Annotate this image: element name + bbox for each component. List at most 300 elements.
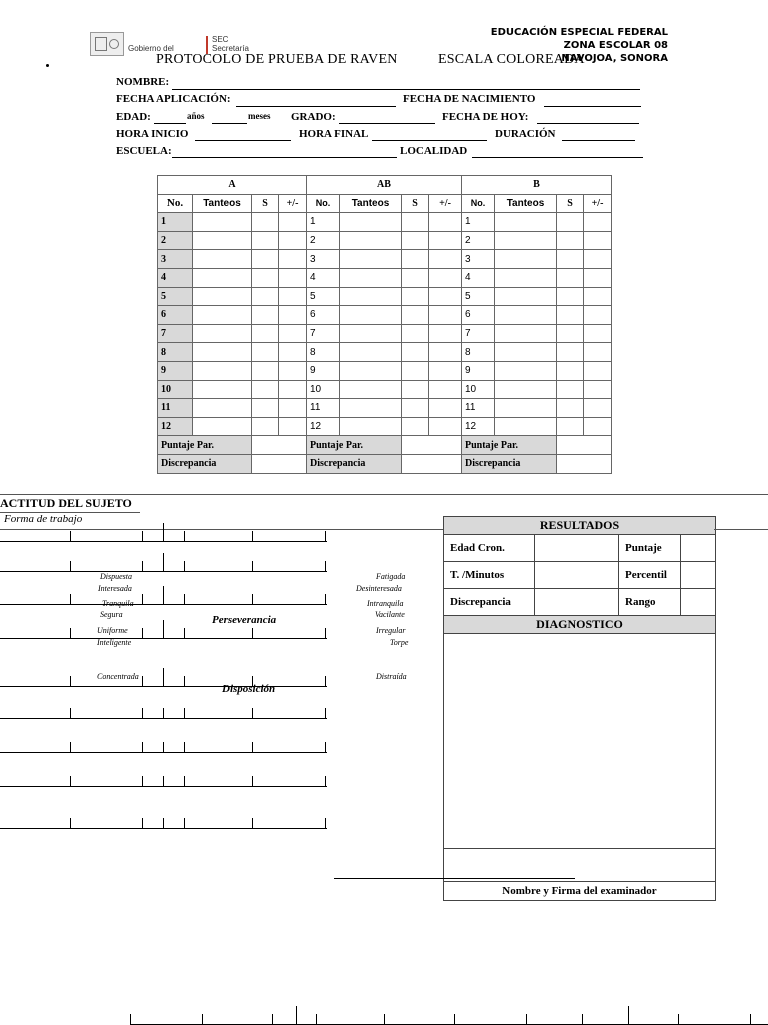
table-row: [158, 380, 612, 399]
attitude-scale-line[interactable]: [0, 708, 327, 719]
scale-tick: [163, 668, 164, 686]
col-pm-a: +/-: [279, 194, 307, 213]
hora-final-label: HORA FINAL: [299, 128, 369, 140]
scale-tick: [130, 1014, 131, 1024]
cell-s-b[interactable]: [557, 213, 584, 232]
page-title: PROTOCOLO DE PRUEBA DE RAVEN: [156, 52, 398, 67]
cell-pm-ab[interactable]: [429, 324, 462, 343]
scale-tick: [325, 708, 326, 718]
puntaje-result-cell[interactable]: [681, 535, 715, 561]
col-pm-ab: +/-: [429, 194, 462, 213]
org-line-3: NAVOJOA, SONORA: [561, 53, 668, 64]
edad-anos-field[interactable]: [154, 123, 186, 124]
cell-s-ab[interactable]: [402, 287, 429, 306]
row-number-a: 2: [158, 231, 193, 250]
cell-pm-ab[interactable]: [429, 380, 462, 399]
cell-s-ab[interactable]: [402, 306, 429, 325]
cell-tanteos-ab[interactable]: [340, 343, 402, 362]
hora-inicio-label: HORA INICIO: [116, 128, 189, 140]
scale-tick: [325, 676, 326, 686]
scale-tick: [70, 742, 71, 752]
puntaje-ab-cell[interactable]: [402, 436, 462, 455]
cell-pm-ab[interactable]: [429, 361, 462, 380]
cell-s-b[interactable]: [557, 399, 584, 418]
results-row-1: [444, 535, 715, 562]
cell-pm-a[interactable]: [279, 324, 307, 343]
cell-tanteos-a[interactable]: [193, 287, 252, 306]
rango-cell[interactable]: [681, 589, 715, 615]
table-row: [158, 268, 612, 287]
grado-field[interactable]: [339, 123, 435, 124]
scale-tick: [142, 628, 143, 638]
scale-tick: [252, 742, 253, 752]
col-pm-b: +/-: [584, 194, 612, 213]
scale-tick: [526, 1014, 527, 1024]
row-number-b: 3: [462, 250, 495, 269]
row-number-b: 12: [462, 417, 495, 436]
cell-s-b[interactable]: [557, 268, 584, 287]
edad-cron-cell[interactable]: [535, 535, 619, 561]
scale-tick: [163, 586, 164, 604]
puntaje-b-cell[interactable]: [557, 436, 612, 455]
torpe-label: Torpe: [390, 638, 409, 647]
table-row: [158, 343, 612, 362]
scale-tick: [750, 1014, 751, 1024]
row-number-a: 4: [158, 268, 193, 287]
cell-pm-ab[interactable]: [429, 250, 462, 269]
results-row-3: [444, 589, 715, 616]
col-no-b: No.: [462, 194, 495, 213]
desinteresada-label: Desinteresada: [356, 584, 402, 593]
cell-s-a[interactable]: [252, 287, 279, 306]
cell-tanteos-b[interactable]: [495, 361, 557, 380]
scale-tick: [184, 776, 185, 786]
rango-label: Rango: [619, 589, 681, 615]
col-no-a: No.: [158, 194, 193, 213]
row-number-a: 7: [158, 324, 193, 343]
cell-tanteos-a[interactable]: [193, 361, 252, 380]
row-number-ab: 10: [307, 380, 340, 399]
table-row: [158, 361, 612, 380]
scale-tick: [142, 531, 143, 541]
cell-tanteos-a[interactable]: [193, 417, 252, 436]
fecha-nacimiento-field[interactable]: [544, 106, 641, 107]
cell-s-ab[interactable]: [402, 399, 429, 418]
cell-pm-a[interactable]: [279, 343, 307, 362]
discrepancia-a-cell[interactable]: [252, 454, 307, 473]
row-number-a: 3: [158, 250, 193, 269]
vacilante-label: Vacilante: [375, 610, 405, 619]
t-minutos-cell[interactable]: [535, 562, 619, 588]
edad-cron-label: Edad Cron.: [444, 535, 535, 561]
duracion-field[interactable]: [562, 140, 635, 141]
scale-tick: [163, 553, 164, 571]
scale-tick: [163, 818, 164, 828]
attitude-scale-line[interactable]: [0, 742, 327, 753]
segura-label: Segura: [100, 610, 123, 619]
col-tanteos-ab: Tanteos: [340, 194, 402, 213]
cell-tanteos-a[interactable]: [193, 213, 252, 232]
cell-pm-a[interactable]: [279, 250, 307, 269]
row-number-b: 6: [462, 306, 495, 325]
t-minutos-label: T. /Minutos: [444, 562, 535, 588]
cell-tanteos-b[interactable]: [495, 287, 557, 306]
cell-pm-ab[interactable]: [429, 213, 462, 232]
bullet-dot: [46, 64, 49, 67]
cell-pm-ab[interactable]: [429, 287, 462, 306]
fecha-aplicacion-label: FECHA APLICACIÓN:: [116, 93, 231, 105]
cell-s-b[interactable]: [557, 380, 584, 399]
cell-tanteos-ab[interactable]: [340, 250, 402, 269]
scale-tick: [70, 676, 71, 686]
nombre-field[interactable]: [172, 89, 640, 90]
cell-tanteos-ab[interactable]: [340, 231, 402, 250]
cell-tanteos-a[interactable]: [193, 324, 252, 343]
cell-pm-ab[interactable]: [429, 268, 462, 287]
discrepancia-row: [158, 454, 612, 473]
cell-tanteos-b[interactable]: [495, 268, 557, 287]
section-a-header: A: [158, 176, 307, 195]
scale-tick: [325, 594, 326, 604]
puntaje-ab-label: Puntaje Par.: [307, 436, 402, 455]
cell-s-a[interactable]: [252, 417, 279, 436]
scale-tick: [296, 1006, 297, 1024]
row-number-b: 7: [462, 324, 495, 343]
cell-tanteos-a[interactable]: [193, 399, 252, 418]
scale-tick: [70, 776, 71, 786]
cell-pm-b[interactable]: [584, 306, 612, 325]
interesada-label: Interesada: [98, 584, 132, 593]
col-tanteos-b: Tanteos: [495, 194, 557, 213]
scale-tick: [252, 776, 253, 786]
fecha-aplicacion-field[interactable]: [236, 106, 396, 107]
row-number-a: 6: [158, 306, 193, 325]
cell-s-ab[interactable]: [402, 417, 429, 436]
row-number-ab: 4: [307, 268, 340, 287]
row-number-b: 5: [462, 287, 495, 306]
section-header-row: [158, 176, 612, 195]
cell-pm-a[interactable]: [279, 287, 307, 306]
cell-pm-b[interactable]: [584, 361, 612, 380]
cell-tanteos-ab[interactable]: [340, 380, 402, 399]
scale-tick: [252, 594, 253, 604]
cell-pm-a[interactable]: [279, 399, 307, 418]
row-number-a: 9: [158, 361, 193, 380]
cell-tanteos-ab[interactable]: [340, 268, 402, 287]
cell-tanteos-a[interactable]: [193, 268, 252, 287]
cell-pm-ab[interactable]: [429, 343, 462, 362]
cell-pm-a[interactable]: [279, 417, 307, 436]
scale-tick: [316, 1014, 317, 1024]
discrepancia-ab-cell[interactable]: [402, 454, 462, 473]
cell-tanteos-b[interactable]: [495, 324, 557, 343]
col-s-a: S: [252, 194, 279, 213]
discrepancia-result-label: Discrepancia: [444, 589, 535, 615]
disposicion-label: Disposición: [222, 683, 276, 695]
scale-tick: [142, 561, 143, 571]
col-no-ab: No.: [307, 194, 340, 213]
cell-pm-ab[interactable]: [429, 399, 462, 418]
section-divider-top: [0, 494, 768, 495]
puntaje-b-label: Puntaje Par.: [462, 436, 557, 455]
table-row: [158, 306, 612, 325]
fecha-nacimiento-label: FECHA DE NACIMIENTO: [403, 93, 536, 105]
row-number-b: 1: [462, 213, 495, 232]
scale-tick: [252, 531, 253, 541]
row-number-b: 8: [462, 343, 495, 362]
row-number-b: 4: [462, 268, 495, 287]
row-number-a: 12: [158, 417, 193, 436]
cell-pm-b[interactable]: [584, 250, 612, 269]
results-row-2: [444, 562, 715, 589]
cell-tanteos-ab[interactable]: [340, 306, 402, 325]
scale-tick: [582, 1014, 583, 1024]
cell-pm-b[interactable]: [584, 399, 612, 418]
column-header-row: [158, 194, 612, 213]
cell-s-a[interactable]: [252, 361, 279, 380]
cell-tanteos-b[interactable]: [495, 306, 557, 325]
percentil-cell[interactable]: [681, 562, 715, 588]
cell-pm-b[interactable]: [584, 380, 612, 399]
uniforme-label: Uniforme: [97, 626, 128, 635]
cell-tanteos-a[interactable]: [193, 343, 252, 362]
attitude-scale-line[interactable]: [0, 594, 327, 605]
cell-s-a[interactable]: [252, 399, 279, 418]
cell-tanteos-a[interactable]: [193, 306, 252, 325]
cell-pm-b[interactable]: [584, 213, 612, 232]
row-number-ab: 3: [307, 250, 340, 269]
gobierno-logo: [90, 32, 124, 56]
cell-s-b[interactable]: [557, 417, 584, 436]
scale-tick: [628, 1006, 629, 1024]
cell-s-b[interactable]: [557, 231, 584, 250]
attitude-scale-line[interactable]: [0, 676, 327, 687]
cell-tanteos-a[interactable]: [193, 231, 252, 250]
nombre-label: NOMBRE:: [116, 76, 170, 88]
cell-pm-a[interactable]: [279, 306, 307, 325]
cell-s-b[interactable]: [557, 287, 584, 306]
cell-tanteos-b[interactable]: [495, 380, 557, 399]
scores-body: [158, 213, 612, 436]
discrepancia-result-cell[interactable]: [535, 589, 619, 615]
hora-final-field[interactable]: [372, 140, 487, 141]
scale-tick: [163, 523, 164, 541]
cell-tanteos-b[interactable]: [495, 213, 557, 232]
bottom-scale: [130, 1014, 768, 1025]
cell-pm-b[interactable]: [584, 417, 612, 436]
cell-tanteos-b[interactable]: [495, 399, 557, 418]
scale-tick: [184, 708, 185, 718]
row-number-ab: 12: [307, 417, 340, 436]
scale-tick: [272, 1014, 273, 1024]
table-row: [158, 250, 612, 269]
scale-tick: [163, 620, 164, 638]
cell-s-b[interactable]: [557, 324, 584, 343]
scale-tick: [142, 708, 143, 718]
concentrada-label: Concentrada: [97, 672, 139, 681]
cell-s-a[interactable]: [252, 231, 279, 250]
resultados-header: RESULTADOS: [444, 517, 715, 535]
cell-s-b[interactable]: [557, 306, 584, 325]
cell-s-ab[interactable]: [402, 324, 429, 343]
cell-tanteos-b[interactable]: [495, 250, 557, 269]
meses-label: meses: [248, 111, 271, 121]
cell-s-b[interactable]: [557, 361, 584, 380]
scale-tick: [70, 818, 71, 828]
cell-tanteos-ab[interactable]: [340, 213, 402, 232]
signature-line: [334, 878, 575, 879]
dispuesta-label: Dispuesta: [100, 572, 132, 581]
localidad-label: LOCALIDAD: [400, 145, 468, 157]
table-row: [158, 213, 612, 232]
row-number-ab: 6: [307, 306, 340, 325]
discrepancia-b-cell[interactable]: [557, 454, 612, 473]
cell-s-ab[interactable]: [402, 231, 429, 250]
cell-s-a[interactable]: [252, 380, 279, 399]
cell-s-ab[interactable]: [402, 380, 429, 399]
cell-tanteos-b[interactable]: [495, 231, 557, 250]
scale-tick: [142, 776, 143, 786]
row-number-ab: 7: [307, 324, 340, 343]
edad-label: EDAD:: [116, 111, 151, 123]
cell-pm-b[interactable]: [584, 268, 612, 287]
scale-tick: [325, 742, 326, 752]
cell-s-a[interactable]: [252, 306, 279, 325]
cell-pm-b[interactable]: [584, 324, 612, 343]
attitude-scale-line[interactable]: [0, 628, 327, 639]
cell-tanteos-ab[interactable]: [340, 324, 402, 343]
table-row: [158, 324, 612, 343]
edad-meses-field[interactable]: [212, 123, 247, 124]
cell-s-ab[interactable]: [402, 250, 429, 269]
cell-tanteos-ab[interactable]: [340, 361, 402, 380]
puntaje-result-label: Puntaje: [619, 535, 681, 561]
cell-s-a[interactable]: [252, 250, 279, 269]
table-row: [158, 231, 612, 250]
attitude-scale-line[interactable]: [0, 776, 327, 787]
scale-tick: [163, 742, 164, 752]
cell-pm-b[interactable]: [584, 343, 612, 362]
cell-pm-a[interactable]: [279, 231, 307, 250]
hora-inicio-field[interactable]: [195, 140, 291, 141]
scale-tick: [325, 628, 326, 638]
row-number-b: 10: [462, 380, 495, 399]
localidad-field[interactable]: [472, 157, 643, 158]
row-number-b: 2: [462, 231, 495, 250]
cell-pm-a[interactable]: [279, 380, 307, 399]
sec-logo-text: [212, 35, 249, 53]
cell-s-ab[interactable]: [402, 268, 429, 287]
row-number-ab: 5: [307, 287, 340, 306]
scale-tick: [70, 531, 71, 541]
scale-tick: [202, 1014, 203, 1024]
puntaje-a-label: Puntaje Par.: [158, 436, 252, 455]
scale-tick: [325, 776, 326, 786]
cell-tanteos-ab[interactable]: [340, 417, 402, 436]
cell-tanteos-ab[interactable]: [340, 287, 402, 306]
cell-s-b[interactable]: [557, 250, 584, 269]
table-row: [158, 399, 612, 418]
irregular-label: Irregular: [376, 626, 406, 635]
cell-tanteos-b[interactable]: [495, 417, 557, 436]
diagnostico-header: DIAGNOSTICO: [444, 616, 715, 634]
cell-s-a[interactable]: [252, 343, 279, 362]
row-number-b: 11: [462, 399, 495, 418]
cell-pm-b[interactable]: [584, 287, 612, 306]
org-line-1: EDUCACIÓN ESPECIAL FEDERAL: [490, 27, 668, 38]
intranquila-label: Intranquila: [367, 599, 404, 608]
cell-s-ab[interactable]: [402, 343, 429, 362]
discrepancia-a-label: Discrepancia: [158, 454, 252, 473]
page-subtitle: ESCALA COLOREADA: [438, 52, 585, 67]
cell-tanteos-b[interactable]: [495, 343, 557, 362]
scores-table: [157, 175, 612, 474]
cell-pm-ab[interactable]: [429, 306, 462, 325]
duracion-label: DURACIÓN: [495, 128, 556, 140]
scale-tick: [184, 594, 185, 604]
cell-tanteos-a[interactable]: [193, 380, 252, 399]
puntaje-row: [158, 436, 612, 455]
scale-tick: [454, 1014, 455, 1024]
sec-logo-line1: SEC: [212, 35, 229, 44]
actitud-title: ACTITUD DEL SUJETO: [0, 496, 132, 510]
scale-tick: [678, 1014, 679, 1024]
scale-tick: [184, 676, 185, 686]
cell-pm-a[interactable]: [279, 213, 307, 232]
cell-s-a[interactable]: [252, 213, 279, 232]
cell-pm-a[interactable]: [279, 268, 307, 287]
scale-tick: [70, 708, 71, 718]
escuela-field[interactable]: [172, 157, 397, 158]
attitude-scale-line[interactable]: [0, 561, 327, 572]
discrepancia-ab-label: Discrepancia: [307, 454, 402, 473]
discrepancia-b-label: Discrepancia: [462, 454, 557, 473]
scale-tick: [142, 676, 143, 686]
diagnostico-field[interactable]: [444, 634, 715, 849]
cell-pm-ab[interactable]: [429, 417, 462, 436]
cell-s-a[interactable]: [252, 268, 279, 287]
cell-tanteos-a[interactable]: [193, 250, 252, 269]
attitude-scale-line[interactable]: [0, 818, 327, 829]
cell-s-b[interactable]: [557, 343, 584, 362]
perseverancia-label: Perseverancia: [212, 614, 277, 626]
cell-s-a[interactable]: [252, 324, 279, 343]
col-s-b: S: [557, 194, 584, 213]
results-right-line: [714, 529, 768, 530]
cell-tanteos-ab[interactable]: [340, 399, 402, 418]
cell-s-ab[interactable]: [402, 361, 429, 380]
row-number-a: 5: [158, 287, 193, 306]
cell-pm-ab[interactable]: [429, 231, 462, 250]
fecha-hoy-field[interactable]: [537, 123, 639, 124]
cell-pm-b[interactable]: [584, 231, 612, 250]
cell-pm-a[interactable]: [279, 361, 307, 380]
scale-tick: [325, 561, 326, 571]
scale-tick: [184, 561, 185, 571]
scale-tick: [252, 561, 253, 571]
scale-tick: [184, 628, 185, 638]
grado-label: GRADO:: [291, 111, 336, 123]
scale-tick: [252, 628, 253, 638]
scale-tick: [325, 531, 326, 541]
puntaje-a-cell[interactable]: [252, 436, 307, 455]
cell-s-ab[interactable]: [402, 213, 429, 232]
scale-tick: [70, 594, 71, 604]
attitude-scale-line[interactable]: [0, 531, 327, 542]
scale-tick: [142, 742, 143, 752]
gobierno-logo-text: Gobierno del: [128, 44, 174, 53]
sec-logo-line2: Secretaría: [212, 44, 249, 53]
